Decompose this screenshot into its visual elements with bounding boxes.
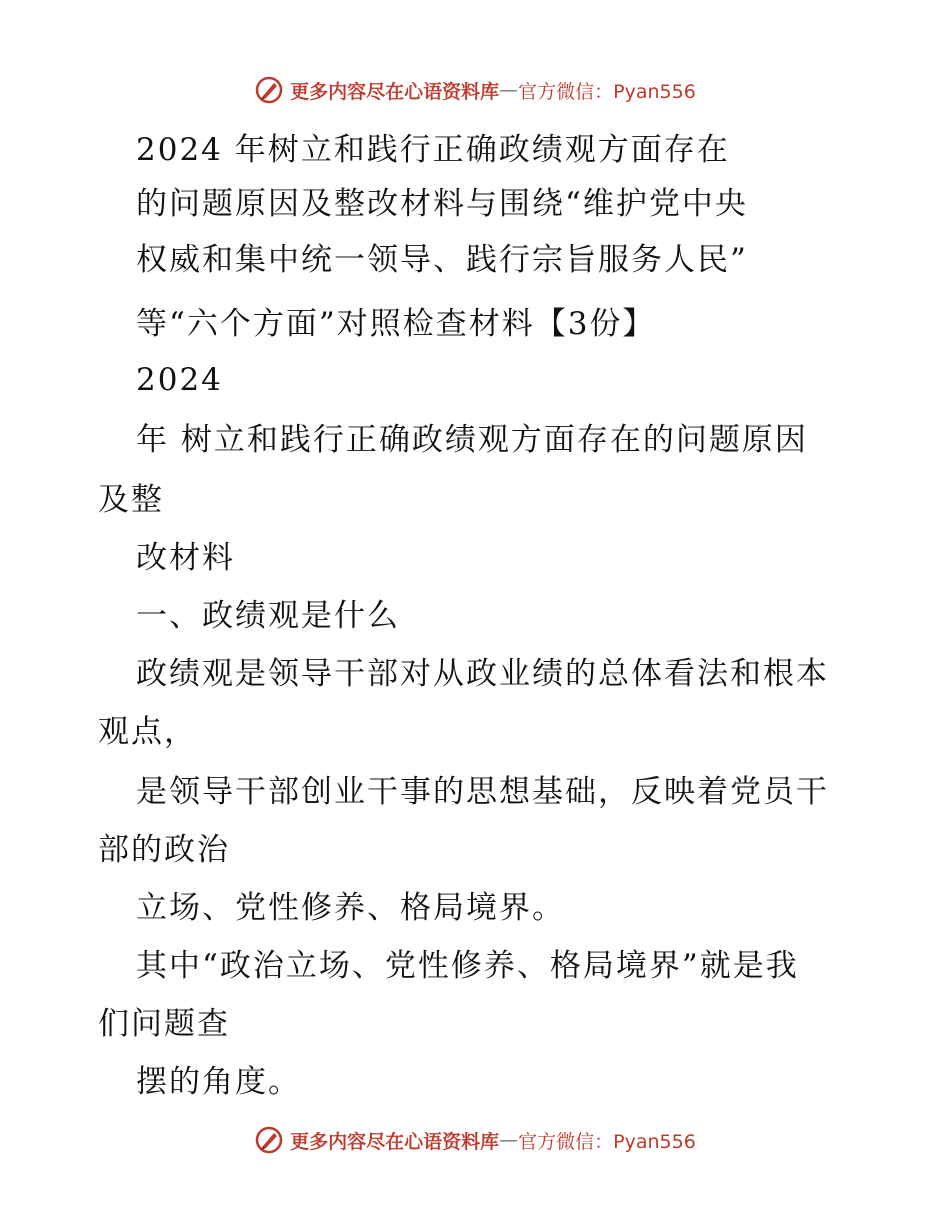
title-line-4: 等“六个方面”对照检查材料【3份】 [136, 306, 656, 342]
body-line-subtitle-cont: 及整 [98, 482, 164, 518]
watermark-separator: — [499, 1129, 519, 1151]
section-heading: 一、政绩观是什么 [136, 598, 400, 634]
pen-logo-icon [254, 1125, 284, 1155]
paragraph-line-6: 其中“政治立场、党性修养、格局境界”就是我 [136, 948, 799, 984]
paragraph-line-3: 是领导干部创业干事的思想基础，反映着党员干 [136, 774, 829, 810]
paragraph-line-8: 摆的角度。 [136, 1064, 301, 1100]
title-line-3: 权威和集中统一领导、践行宗旨服务人民” [136, 242, 748, 278]
footer-watermark [0, 1122, 950, 1158]
watermark-wechat-text: 官方微信：Pyan556 [518, 1130, 696, 1153]
watermark-main-text: 更多内容尽在心语资料库 [290, 1130, 500, 1153]
paragraph-line-1: 政绩观是领导干部对从政业绩的总体看法和根本 [136, 656, 829, 692]
watermark-main-text: 更多内容尽在心语资料库 [290, 80, 500, 103]
body-line-year: 2024 [136, 362, 223, 398]
title-line-1: 2024 年树立和践行正确政绩观方面存在 [136, 132, 730, 168]
watermark-separator: — [499, 79, 519, 101]
pen-logo-icon [254, 75, 284, 105]
title-line-2: 的问题原因及整改材料与围绕“维护党中央 [136, 186, 748, 222]
body-line-subtitle: 年 树立和践行正确政绩观方面存在的问题原因 [136, 422, 808, 458]
paragraph-line-7: 们问题查 [98, 1006, 230, 1042]
paragraph-line-5: 立场、党性修养、格局境界。 [136, 890, 565, 926]
paragraph-line-4: 部的政治 [98, 832, 230, 868]
watermark-wechat-text: 官方微信：Pyan556 [518, 80, 696, 103]
paragraph-line-2: 观点， [98, 714, 197, 750]
body-line-subtitle-end: 改材料 [136, 540, 235, 576]
header-watermark [0, 72, 950, 108]
